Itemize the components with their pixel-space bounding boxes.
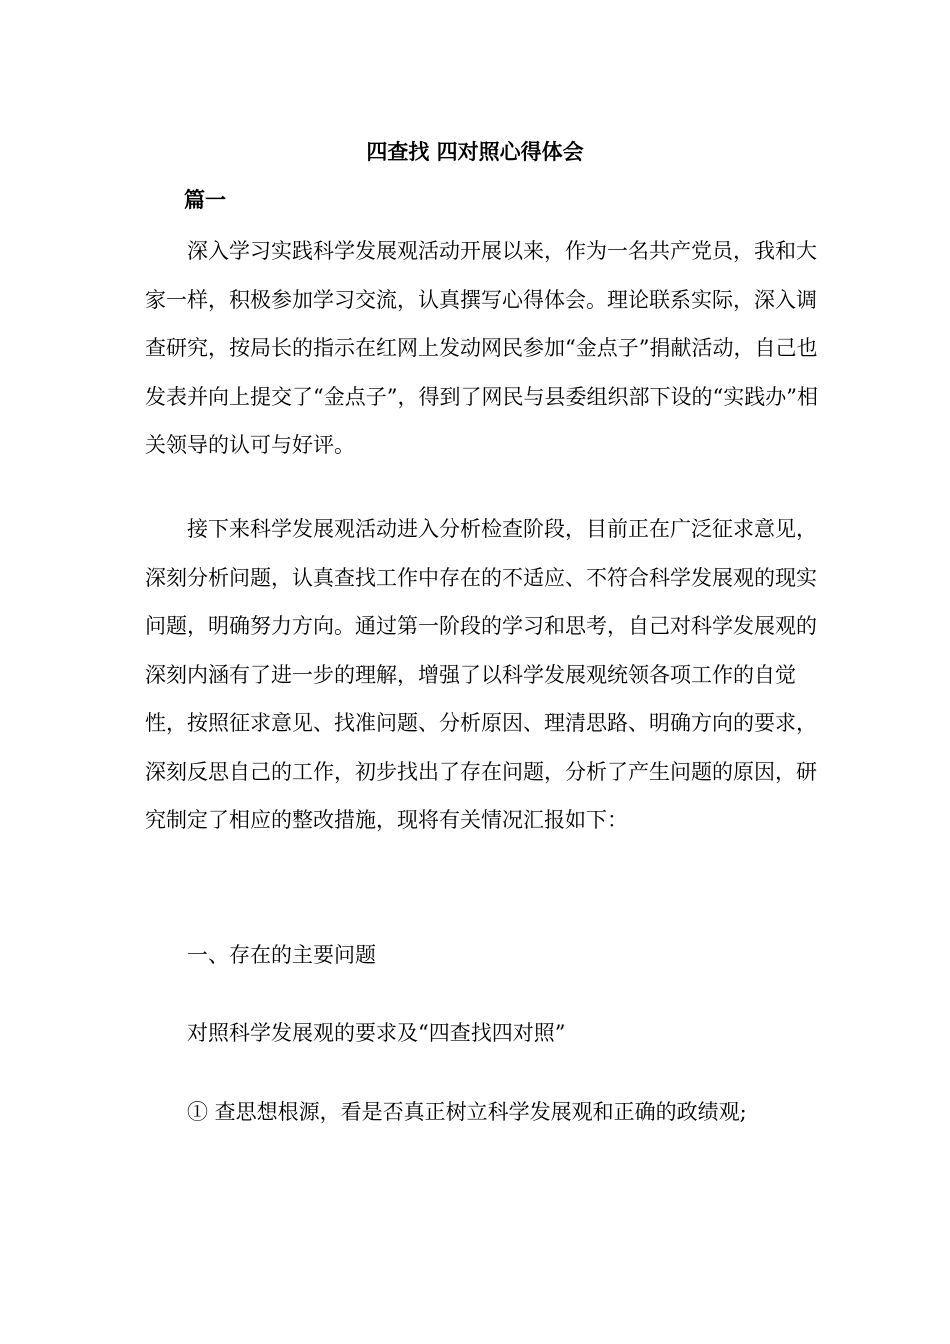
paragraph-2: 接下来科学发展观活动进入分析检查阶段，目前正在广泛征求意见，深刻分析问题，认真查找工作中存在的不适应、不符合科学发展观的现实问题，明确努力方向。通过第一阶段的学习和思考，自己对科学发展观的深刻内涵有了进一步的理解，增强了以科学发展观统领各项工作的自觉性，按照征求意见、找准问题、分析原因、理清思路、明确方向的要求，深刻反思自己的工作，初步找出了存在问题，分析了产生问题的原因，研究制定了相应的整改措施，现将有关情况汇报如下： <box>145 517 817 832</box>
paragraph-1: 深入学习实践科学发展观活动开展以来，作为一名共产党员，我和大家一样，积极参加学习交流，认真撰写心得体会。理论联系实际，深入调查研究，按局长的指示在红网上发动网民参加“金点子”捐献活动，自己也发表并向上提交了“金点子”，得到了网民与县委组织部下设的“实践办”相关领导的认可与好评。 <box>145 239 818 457</box>
list-item-1: ① 查思想根源，看是否真正树立科学发展观和正确的政绩观; <box>187 1100 747 1124</box>
section-heading-problems: 一、存在的主要问题 <box>187 943 376 967</box>
paragraph-3: 对照科学发展观的要求及“四查找四对照” <box>187 1021 566 1045</box>
section-label: 篇一 <box>184 188 226 212</box>
document-title: 四查找 四对照心得体会 <box>366 140 584 164</box>
